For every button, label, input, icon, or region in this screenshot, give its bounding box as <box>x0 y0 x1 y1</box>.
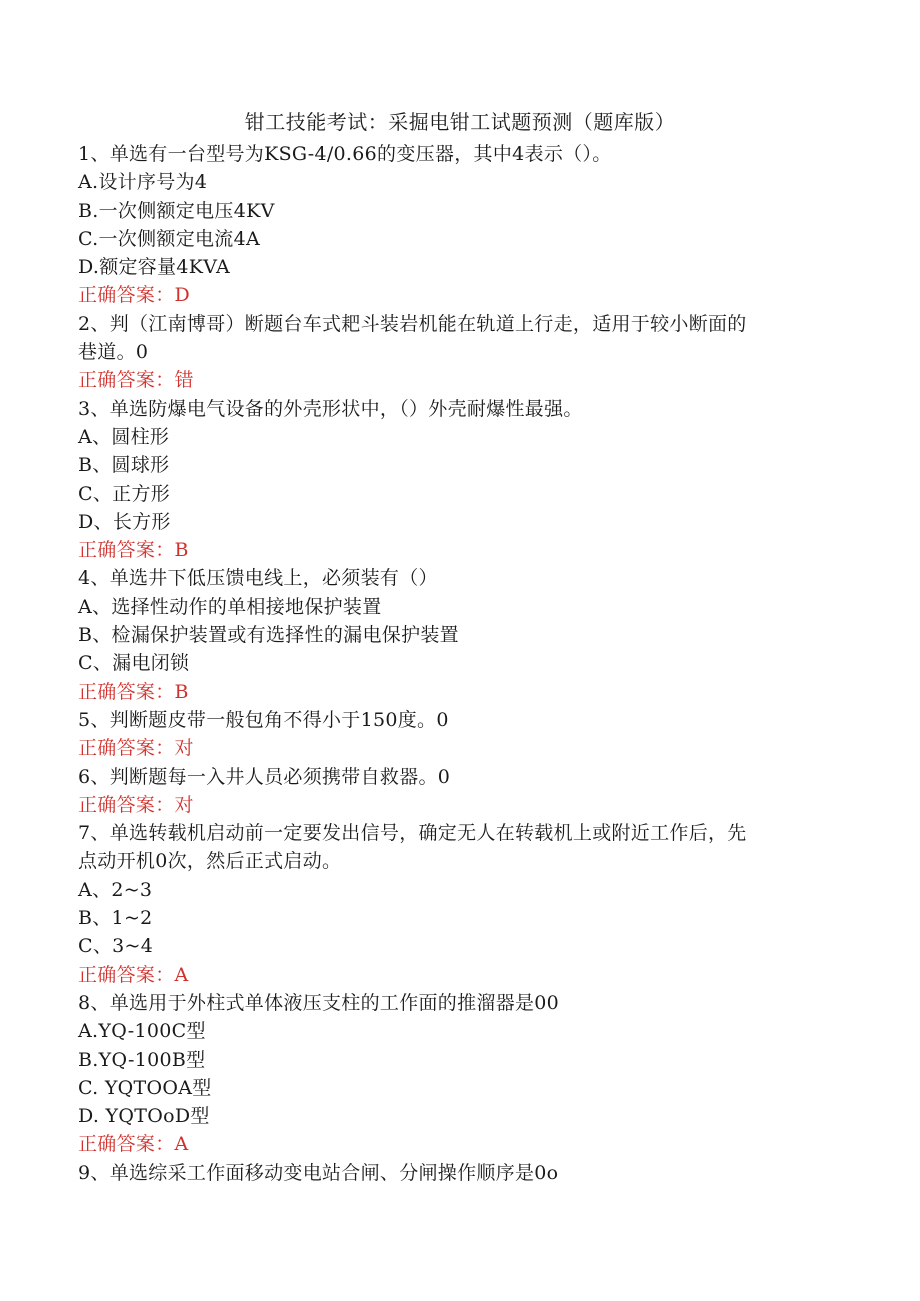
document-title: 钳工技能考试：采掘电钳工试题预测（题库版） <box>244 110 676 134</box>
answer-option: B.YQ-100B型 <box>78 1048 206 1071</box>
correct-answer <box>78 734 838 762</box>
correct-answer-value: B <box>174 680 189 703</box>
correct-answer <box>78 281 838 309</box>
answer-option: C.一次侧额定电流4A <box>78 227 261 250</box>
question-item <box>78 1159 838 1187</box>
correct-answer <box>78 791 838 819</box>
question-item <box>78 706 838 763</box>
correct-answer <box>78 1130 838 1158</box>
question-list <box>78 140 838 1187</box>
correct-answer-label: 正确答案： <box>78 539 175 562</box>
question-text: 8、单选用于外柱式单体液压支柱的工作面的推溜器是00 <box>78 991 560 1014</box>
answer-option: B.一次侧额定电压4KV <box>78 199 275 222</box>
correct-answer-label: 正确答案： <box>78 737 175 760</box>
question-text: 4、单选井下低压馈电线上，必须装有（） <box>78 567 438 590</box>
question-item <box>78 819 838 989</box>
question-text: 1、单选有一台型号为KSG-4/0.66的变压器，其中4表示（）。 <box>78 143 612 165</box>
question-text: 5、判断题皮带一般包角不得小于150度。0 <box>78 708 449 731</box>
correct-answer-value: D <box>174 284 191 307</box>
answer-option: B、圆球形 <box>78 454 170 477</box>
answer-option: A、2~3 <box>78 878 153 901</box>
answer-option: C、正方形 <box>78 482 171 505</box>
correct-answer-value: 错 <box>174 369 194 392</box>
correct-answer-label: 正确答案： <box>78 963 175 986</box>
answer-option: C、漏电闭锁 <box>78 652 190 675</box>
correct-answer <box>78 536 838 564</box>
answer-option: A、圆柱形 <box>78 425 170 448</box>
question-item <box>78 564 838 705</box>
answer-option: C. YQTOOA型 <box>78 1076 212 1099</box>
question-text: 9、单选综采工作面移动变电站合闸、分闸操作顺序是0o <box>78 1161 559 1184</box>
correct-answer-label: 正确答案： <box>78 1133 175 1156</box>
correct-answer-value: B <box>174 539 189 562</box>
correct-answer <box>78 678 838 706</box>
correct-answer-label: 正确答案： <box>78 680 175 703</box>
question-text: 巷道。0 <box>78 341 149 364</box>
question-item <box>78 310 838 395</box>
correct-answer-value: A <box>174 963 189 986</box>
answer-option: A.设计序号为4 <box>78 171 208 194</box>
question-text: 3、单选防爆电气设备的外壳形状中，（）外壳耐爆性最强。 <box>78 397 583 420</box>
correct-answer <box>78 961 838 989</box>
correct-answer-value: 对 <box>174 737 194 760</box>
question-item <box>78 395 838 565</box>
question-item <box>78 763 838 820</box>
question-item <box>78 140 838 310</box>
question-text: 6、判断题每一入井人员必须携带自救器。0 <box>78 765 451 788</box>
answer-option: B、1~2 <box>78 907 153 930</box>
correct-answer-label: 正确答案： <box>78 793 175 816</box>
answer-option: D.额定容量4KVA <box>78 256 231 279</box>
question-text: 点动开机0次，然后正式启动。 <box>78 850 342 873</box>
answer-option: C、3~4 <box>78 935 154 958</box>
correct-answer <box>78 366 838 394</box>
correct-answer-label: 正确答案： <box>78 369 175 392</box>
correct-answer-label: 正确答案： <box>78 284 175 307</box>
answer-option: A.YQ-100C型 <box>78 1020 206 1043</box>
answer-option: D. YQTOoD型 <box>78 1105 210 1128</box>
question-text: 7、单选转载机启动前一定要发出信号，确定无人在转载机上或附近工作后，先 <box>78 822 747 845</box>
answer-option: B、检漏保护装置或有选择性的漏电保护装置 <box>78 624 459 647</box>
correct-answer-value: 对 <box>174 793 194 816</box>
correct-answer-value: A <box>174 1133 189 1156</box>
question-text: 2、判（江南博哥）断题台车式耙斗装岩机能在轨道上行走，适用于较小断面的 <box>78 312 747 335</box>
answer-option: A、选择性动作的单相接地保护装置 <box>78 595 382 618</box>
question-item <box>78 989 838 1159</box>
answer-option: D、长方形 <box>78 510 171 533</box>
